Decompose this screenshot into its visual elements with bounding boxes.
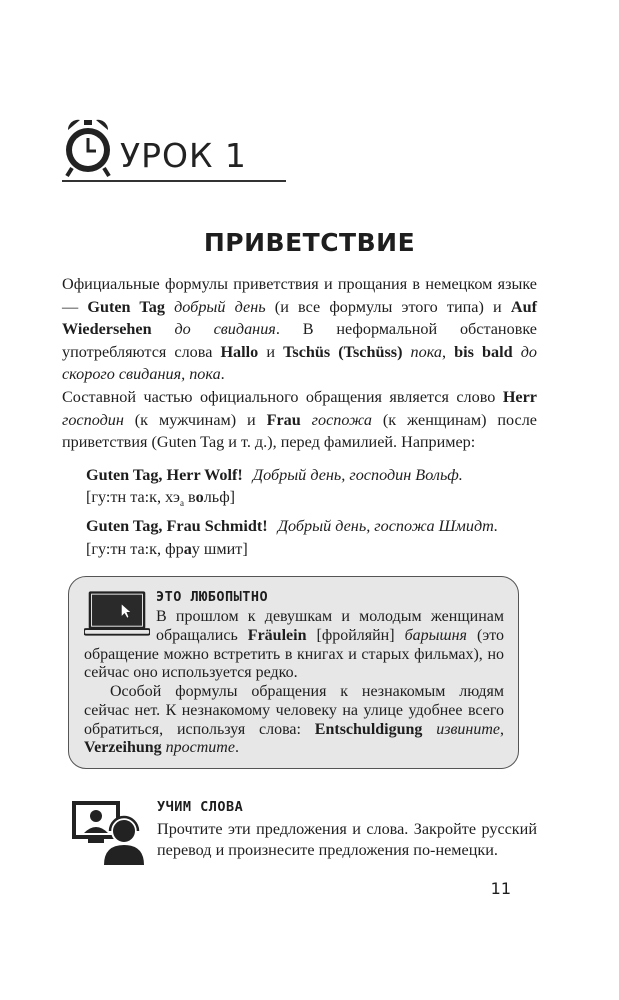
learn-words-section — [72, 799, 537, 865]
example-1: Guten Tag, Herr Wolf! Добрый день, господин Вольф. [гу:тн та:к, $хэ_а$ вольф] — [86, 465, 463, 509]
lesson-heading: УРОК 1 — [120, 136, 247, 175]
intro-paragraph: Официальные формулы приветствия и прощания в немецком языке — Guten Tag добрый день (и все формулы этого типа) и Auf Wiedersehen до свидания. В неформальной обстановке употребляются слова Hallo и Tschüs (Tschüss) пока, bis bald до скорого свидания, пока. Составной частью официального обращения является слово Herr господин (к мужчинам) и Frau госпожа (к женщинам) после приветствия (Guten Tag и т. д.), перед фамилией. Например: — [62, 275, 538, 452]
page-number: 11 — [490, 878, 511, 898]
heading-rule — [62, 180, 286, 182]
example-2: Guten Tag, Frau Schmidt! Добрый день, госпожа Шмидт. [гу:тн та:к, фрау шмит] — [86, 517, 499, 558]
page-body — [62, 273, 537, 898]
video-call-icon — [72, 799, 144, 865]
curious-text: В прошлом к девушкам и молодым женщинам обращались Fräulein [фройляйн] барышня (это обращение можно встретить в книгах и старых фильмах), но сейчас оно используется редко. Особой формулы обращения к незнакомым людям сейчас нет. К незнакомому человеку на улице удобнее всего обратиться, используя слова: Entschuldigung извините, Verzeihung простите. — [84, 608, 504, 758]
laptop-icon — [84, 588, 150, 638]
section-title: ПРИВЕТСТВИЕ — [203, 228, 416, 257]
learn-words-heading: УЧИМ СЛОВА — [157, 798, 244, 815]
curious-heading: ЭТО ЛЮБОПЫТНО — [156, 589, 269, 606]
alarm-clock-icon — [62, 116, 114, 182]
learn-words-text: Прочтите эти предложения и слова. Закройте русский перевод и произнесите предложения по-немецки. — [157, 819, 537, 859]
curious-box — [68, 576, 519, 769]
